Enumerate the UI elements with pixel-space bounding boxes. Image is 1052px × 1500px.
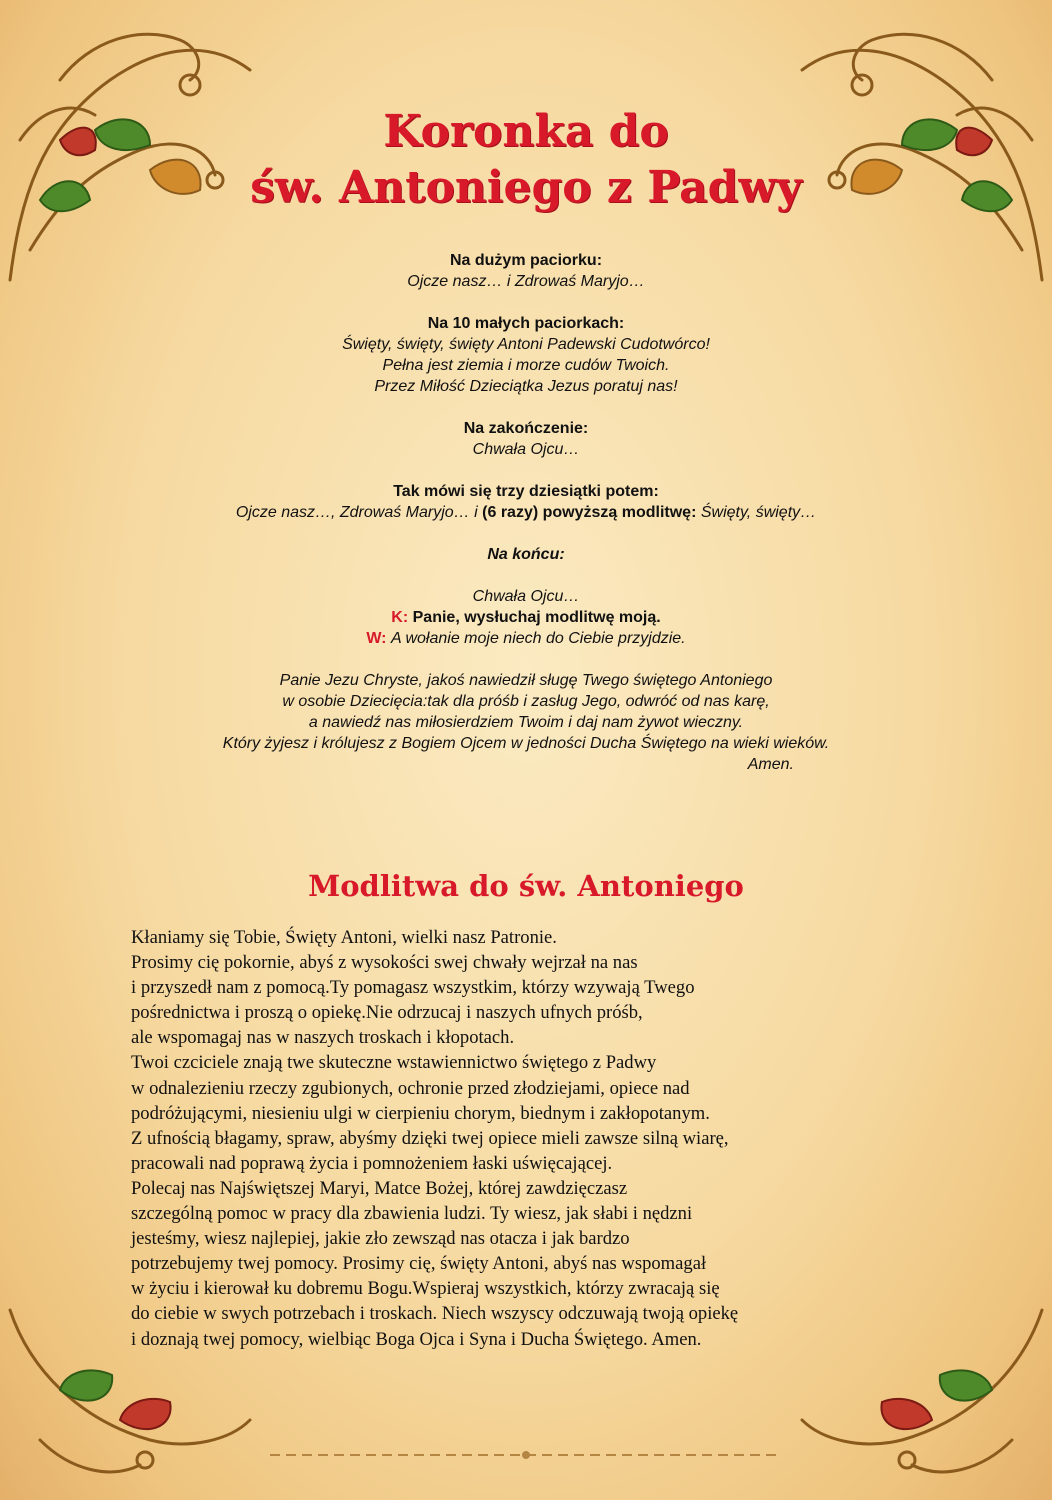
chaplet-instructions <box>100 250 952 775</box>
prayer-line: i doznają twej pomocy, wielbiąc Boga Ojca i Syna i Ducha Świętego. Amen. <box>131 1328 702 1350</box>
k-text: Panie, wysłuchaj modlitwę moją. <box>412 609 661 626</box>
final-heading: Na końcu: <box>487 546 565 563</box>
response-w <box>100 628 952 649</box>
ending-heading: Na zakończenie: <box>463 420 589 437</box>
prayer-body <box>131 925 941 1352</box>
prayer-line: w życiu i kierował ku dobremu Bogu.Wspieraj wszystkich, którzy zwracają się <box>131 1278 720 1300</box>
w-label: W: <box>366 630 387 647</box>
prayer-line: jesteśmy, wiesz najlepiej, jakie zło zewsząd nas otacza i jak bardzo <box>131 1228 630 1250</box>
response-k <box>100 607 952 628</box>
prayer-line: Prosimy cię pokornie, abyś z wysokości swej chwały wejrzał na nas <box>131 952 638 974</box>
prayer-line: ale wspomagaj nas w naszych troskach i kłopotach. <box>131 1027 515 1049</box>
title-line-1: Koronka do <box>383 106 669 157</box>
prayer-line: pośrednictwa i proszą o opiekę.Nie odrzucaj i naszych ufnych próśb, <box>131 1002 643 1024</box>
ending-text: Chwała Ojcu… <box>472 441 580 458</box>
prayer-line: Z ufnością błagamy, spraw, abyśmy dzięki twej opiece mieli zawsze silną wiarę, <box>131 1127 729 1149</box>
prayer-line: Twoi czciciele znają twe skuteczne wstawiennictwo świętego z Padwy <box>131 1052 657 1074</box>
small-beads-line: Święty, święty, święty Antoni Padewski Cudotwórco! <box>342 336 710 353</box>
large-bead-heading: Na dużym paciorku: <box>449 252 603 269</box>
bottom-decorative-border <box>270 1448 782 1462</box>
prayer-line: Kłaniamy się Tobie, Święty Antoni, wielki nasz Patronie. <box>131 927 557 948</box>
repeat-instruction <box>100 502 952 523</box>
repeat-part-1: Ojcze nasz…, Zdrowaś Maryjo… i <box>235 504 478 521</box>
closing-line: a nawiedź nas miłosierdziem Twoim i daj nam żywot wieczny. <box>308 714 744 731</box>
large-bead-text: Ojcze nasz… i Zdrowaś Maryjo… <box>407 273 645 290</box>
prayer-line: podróżującymi, niesieniu ulgi w cierpieniu chorym, biednym i zakłopotanym. <box>131 1102 710 1124</box>
w-text: A wołanie moje niech do Ciebie przyjdzie. <box>390 630 686 647</box>
closing-line: Panie Jezu Chryste, jakoś nawiedził sługę Twego świętego Antoniego <box>279 672 773 689</box>
closing-line: w osobie Dziecięcia:tak dla próśb i zasług Jego, odwróć od nas karę, <box>282 693 770 710</box>
repeat-heading: Tak mówi się trzy dziesiątki potem: <box>393 483 659 500</box>
prayer-line: i przyszedł nam z pomocą.Ty pomagasz wszystkim, którzy wzywają Twego <box>131 977 695 999</box>
k-label: K: <box>391 609 409 626</box>
prayer-line: pracowali nad poprawą życia i pomnożeniem łaski uświęcającej. <box>131 1152 613 1174</box>
small-beads-heading: Na 10 małych paciorkach: <box>427 315 625 332</box>
repeat-part-3: Święty, święty… <box>700 504 817 521</box>
repeat-part-2: (6 razy) powyższą modlitwę: <box>482 504 697 521</box>
small-beads-line: Pełna jest ziemia i morze cudów Twoich. <box>382 357 670 374</box>
prayer-line: potrzebujemy twej pomocy. Prosimy cię, święty Antoni, abyś nas wspomagał <box>131 1253 707 1275</box>
title-line-2: św. Antoniego z Padwy <box>250 162 802 213</box>
closing-line: Który żyjesz i królujesz z Bogiem Ojcem w jedności Ducha Świętego na wieki wieków. <box>222 735 830 752</box>
page-title <box>150 104 902 216</box>
prayer-line: szczególną pomoc w pracy dla zbawienia ludzi. Ty wiesz, jak słabi i nędzni <box>131 1203 693 1225</box>
prayer-line: w odnalezieniu rzeczy zgubionych, ochronie przed złodziejami, opiece nad <box>131 1077 690 1099</box>
small-beads-line: Przez Miłość Dzieciątka Jezus poratuj nas! <box>374 378 678 395</box>
amen: Amen. <box>747 756 794 773</box>
prayer-title: Modlitwa do św. Antoniego <box>308 869 744 903</box>
prayer-line: do ciebie w swych potrzebach i troskach. Niech wszyscy odczuwają twoją opiekę <box>131 1303 739 1325</box>
prayer-line: Polecaj nas Najświętszej Maryi, Matce Bożej, której zawdzięczasz <box>131 1177 628 1199</box>
final-glory: Chwała Ojcu… <box>472 588 580 605</box>
